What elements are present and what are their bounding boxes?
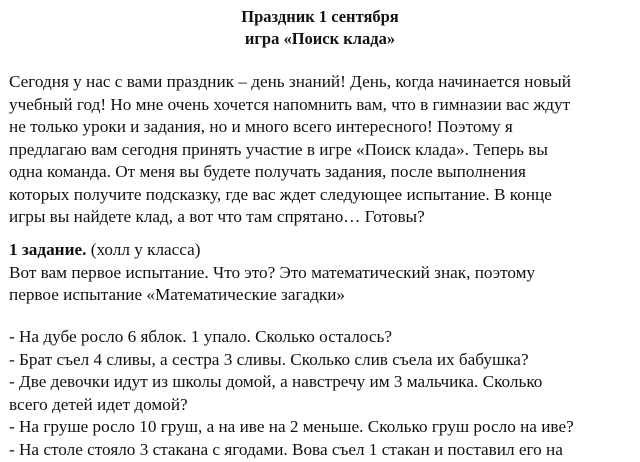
task-1-heading: 1 задание. xyxy=(9,240,87,259)
task-1-heading-line xyxy=(9,239,637,262)
intro-line: учебный год! Но мне очень хочется напомнить вам, что в гимназии вас ждут xyxy=(9,94,571,114)
intro-line: предлагаю вам сегодня принять участие в игре «Поиск клада». Теперь вы xyxy=(9,139,548,159)
task-1-line: первое испытание «Математические загадки» xyxy=(9,285,346,304)
title-line-2: игра «Поиск клада» xyxy=(244,29,396,48)
riddle-line: - На груше росло 10 груш, а на иве на 2 меньше. Сколько груш росло на иве? xyxy=(9,417,574,436)
document-title xyxy=(0,6,640,50)
riddle-line: - Брат съел 4 сливы, а сестра 3 сливы. Сколько слив съела их бабушка? xyxy=(9,349,529,369)
intro-line: Сегодня у нас с вами праздник – день знаний! День, когда начинается новый xyxy=(9,72,571,91)
task-1-location: (холл у класса) xyxy=(86,240,201,259)
task-1-section xyxy=(9,239,637,307)
intro-line: которых получите подсказку, где вас ждет следующее испытание. В конце xyxy=(9,184,552,204)
riddle-line: - На дубе росло 6 яблок. 1 упало. Сколько осталось? xyxy=(9,327,393,346)
intro-line: одна команда. От меня вы будете получать задания, после выполнения xyxy=(9,162,526,181)
intro-line: не только уроки и задания, но и много всего интересного! Поэтому я xyxy=(9,117,513,136)
riddles-list xyxy=(9,326,637,461)
intro-line: игры вы найдете клад, а вот что там спрятано… Готовы? xyxy=(9,207,425,226)
intro-paragraph xyxy=(9,71,637,229)
riddle-line: всего детей идет домой? xyxy=(9,394,188,414)
title-line-1: Праздник 1 сентября xyxy=(241,7,399,26)
riddle-line: - Две девочки идут из школы домой, а навстречу им 3 мальчика. Сколько xyxy=(9,372,543,391)
riddle-line: - На столе стояло 3 стакана с ягодами. Вова съел 1 стакан и поставил его на xyxy=(9,439,563,459)
task-1-line: Вот вам первое испытание. Что это? Это математический знак, поэтому xyxy=(9,262,536,282)
